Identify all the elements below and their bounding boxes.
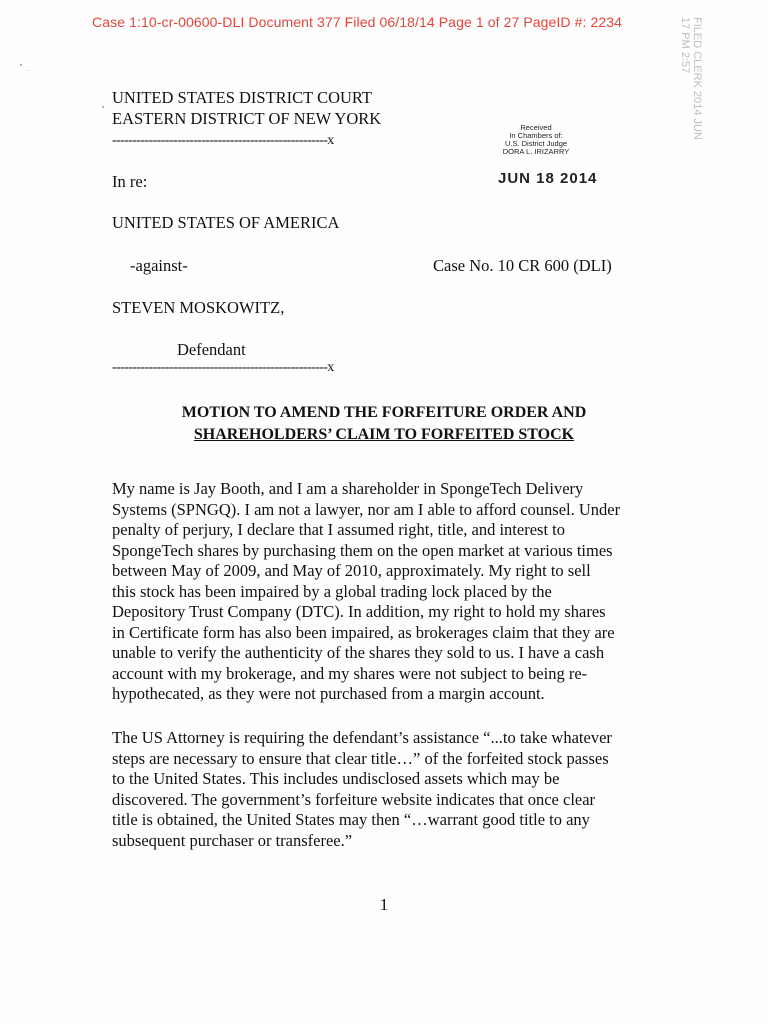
motion-title [0,402,768,446]
page-number: 1 [379,895,389,914]
paragraph-2 [112,728,652,851]
caption-rule-top: -----------------------------------------------------x [112,133,334,148]
court-name: UNITED STATES DISTRICT COURT [112,88,373,107]
paragraph-line: SpongeTech shares by purchasing them on the open market at various times [112,540,613,560]
caption-rule-bottom: -----------------------------------------------------x [112,360,334,375]
chambers-label: In Chambers of: [509,131,563,140]
paragraph-line: penalty of perjury, I declare that I assumed right, title, and interest to [112,520,565,539]
defendant-label: Defendant [177,340,246,359]
paragraph-line: to the United States. This includes undisclosed assets which may be [112,769,560,788]
motion-title-line1: MOTION TO AMEND THE FORFEITURE ORDER AND [181,404,587,421]
in-re-label: In re: [112,172,148,191]
judge-title: U.S. District Judge [504,139,568,148]
paragraph-1 [112,479,652,705]
paragraph-line: subsequent purchaser or transferee.” [112,830,353,850]
case-number: Case No. 10 CR 600 (DLI) [433,256,612,275]
scan-speck [28,70,29,71]
against-label: -against- [130,256,188,275]
plaintiff-name: UNITED STATES OF AMERICA [112,213,340,232]
paragraph-line: discovered. The government’s forfeiture website indicates that once clear [112,789,596,809]
paragraph-line: Depository Trust Company (DTC). In addition, my right to hold my shares [112,602,606,621]
paragraph-line: steps are necessary to ensure that clear title…” of the forfeited stock passes [112,748,609,768]
clerk-filed-stamp: FILED CLERK 2014 JUN 17 PM 2:57 [679,17,703,140]
paragraph-line: in Certificate form has also been impaired, as brokerages claim that they are [112,622,615,642]
paragraph-line: My name is Jay Booth, and I am a shareholder in SpongeTech Delivery [112,479,584,498]
case-header: Case 1:10-cr-00600-DLI Document 377 Filed 06/18/14 Page 1 of 27 PageID #: 2234 [92,14,623,30]
received-stamp [492,124,580,156]
received-date: JUN 18 2014 [498,170,598,187]
paragraph-line: title is obtained, the United States may then “…warrant good title to any [112,810,590,829]
received-label: Received [520,123,552,132]
paragraph-line: The US Attorney is requiring the defendant’s assistance “...to take whatever [112,728,612,747]
motion-title-line2: SHAREHOLDERS’ CLAIM TO FORFEITED STOCK [193,426,575,443]
paragraph-line: Systems (SPNGQ). I am not a lawyer, nor am I able to afford counsel. Under [112,499,621,519]
defendant-name: STEVEN MOSKOWITZ, [112,298,285,317]
court-district: EASTERN DISTRICT OF NEW YORK [112,109,382,128]
paragraph-line: this stock has been impaired by a global trading lock placed by the [112,581,552,601]
paragraph-line: unable to verify the authenticity of the shares they sold to us. I have a cash [112,643,605,662]
paragraph-line: account with my brokerage, and my shares were not subject to being re- [112,663,588,683]
paragraph-line: hypothecated, as they were not purchased from a margin account. [112,684,545,703]
judge-name: DORA L. IRIZARRY [502,147,570,156]
paragraph-line: between May of 2009, and May of 2010, approximately. My right to sell [112,561,591,580]
scan-speck [20,64,22,66]
scan-speck [102,106,104,108]
